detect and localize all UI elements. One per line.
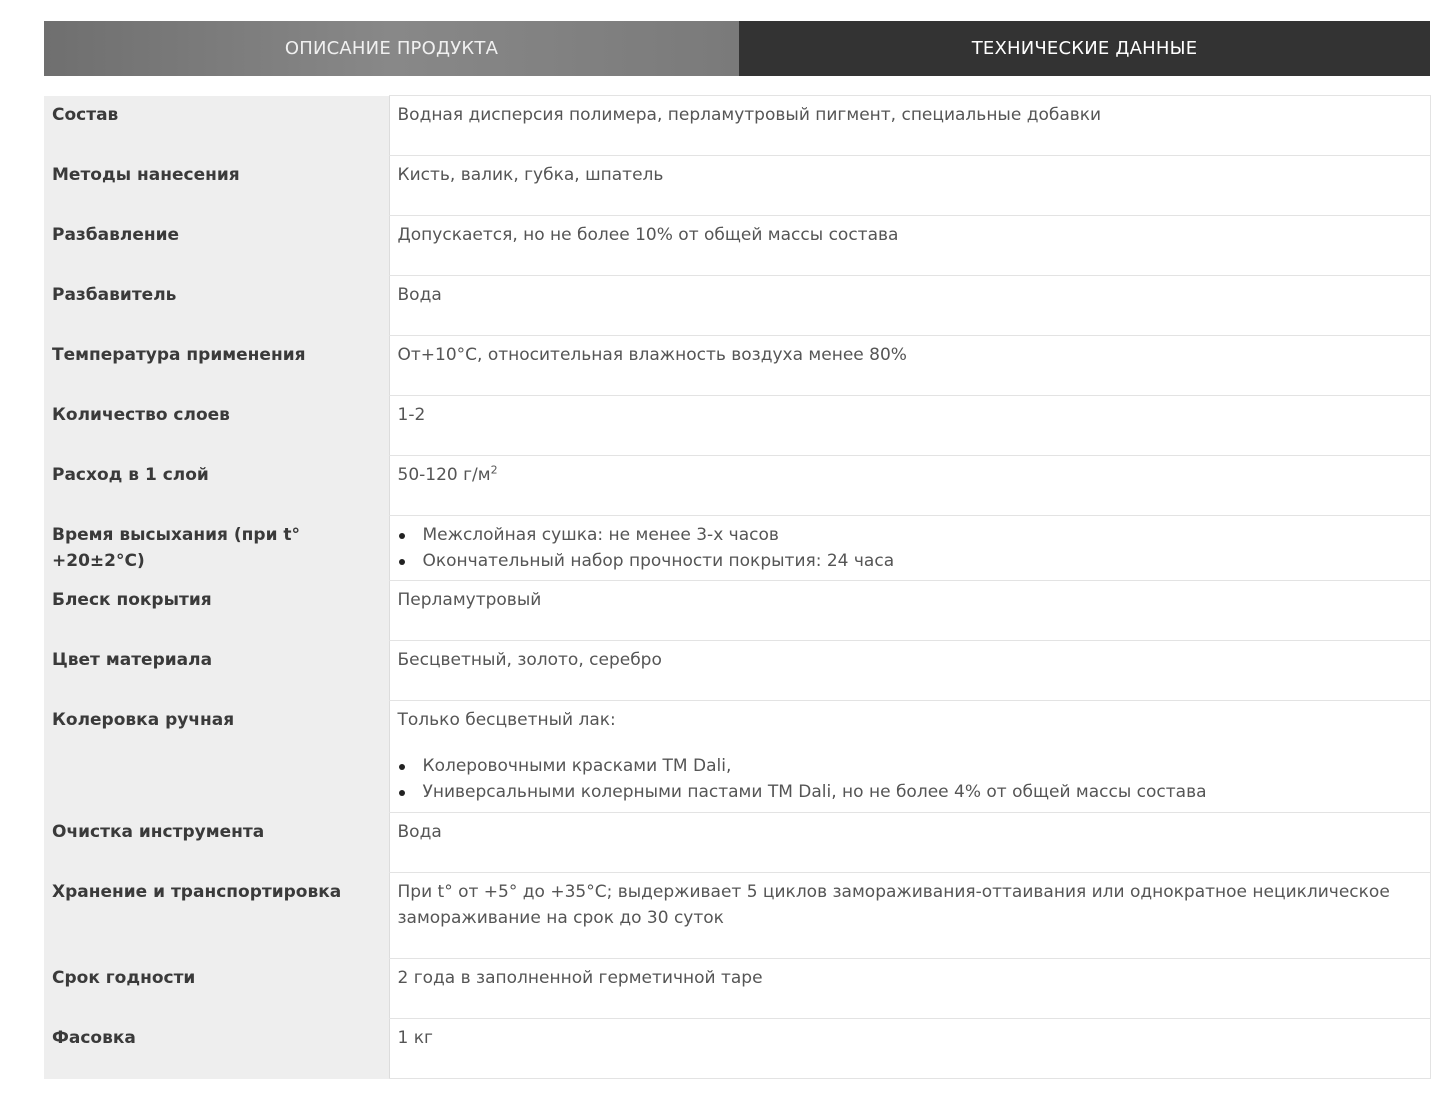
table-row (44, 516, 1430, 581)
list-item: Универсальными колерными пастами ТМ Dali, но не более 4% от общей массы состава (423, 779, 1422, 805)
drying-list (398, 522, 1422, 574)
row-label-diluent: Разбавитель (44, 276, 389, 336)
table-row (44, 641, 1430, 701)
row-label-packaging: Фасовка (44, 1019, 389, 1079)
row-label-layers: Количество слоев (44, 396, 389, 456)
list-item: Межслойная сушка: не менее 3-х часов (423, 522, 1422, 548)
row-value-packaging: 1 кг (389, 1019, 1430, 1079)
row-value-composition: Водная дисперсия полимера, перламутровый пигмент, специальные добавки (389, 96, 1430, 156)
table-row (44, 396, 1430, 456)
table-row (44, 156, 1430, 216)
product-tabs-container (44, 21, 1430, 1079)
row-value-storage: При t° от +5° до +35°С; выдерживает 5 циклов замораживания-оттаивания или однократное нециклическое замораживание на срок до 30 суток (389, 873, 1430, 959)
row-label-tinting: Колеровка ручная (44, 701, 389, 813)
table-row (44, 276, 1430, 336)
technical-data-table (44, 95, 1431, 1079)
row-label-storage: Хранение и транспортировка (44, 873, 389, 959)
row-value-tinting (389, 701, 1430, 813)
row-label-gloss: Блеск покрытия (44, 581, 389, 641)
table-row (44, 873, 1430, 959)
row-value-shelf-life: 2 года в заполненной герметичной таре (389, 959, 1430, 1019)
consumption-superscript: 2 (490, 463, 498, 477)
row-label-color: Цвет материала (44, 641, 389, 701)
row-label-consumption: Расход в 1 слой (44, 456, 389, 516)
row-value-layers: 1-2 (389, 396, 1430, 456)
row-value-methods: Кисть, валик, губка, шпатель (389, 156, 1430, 216)
row-label-temperature: Температура применения (44, 336, 389, 396)
row-label-composition: Состав (44, 96, 389, 156)
row-label-cleaning: Очистка инструмента (44, 813, 389, 873)
table-row (44, 216, 1430, 276)
table-row (44, 336, 1430, 396)
row-value-color: Бесцветный, золото, серебро (389, 641, 1430, 701)
row-value-consumption (389, 456, 1430, 516)
row-value-dilution: Допускается, но не более 10% от общей массы состава (389, 216, 1430, 276)
tab-bar (44, 21, 1430, 76)
tab-technical-data[interactable]: ТЕХНИЧЕСКИЕ ДАННЫЕ (739, 21, 1430, 76)
tinting-list (398, 753, 1422, 805)
tinting-intro: Только бесцветный лак: (397, 710, 616, 730)
tab-product-description[interactable]: ОПИСАНИЕ ПРОДУКТА (44, 21, 739, 76)
list-item: Окончательный набор прочности покрытия: 24 часа (423, 548, 1422, 574)
table-row (44, 959, 1430, 1019)
table-row (44, 701, 1430, 813)
row-label-drying: Время высыхания (при t° +20±2°С) (44, 516, 389, 581)
row-value-temperature: От+10°С, относительная влажность воздуха менее 80% (389, 336, 1430, 396)
table-row (44, 96, 1430, 156)
row-value-diluent: Вода (389, 276, 1430, 336)
row-value-gloss: Перламутровый (389, 581, 1430, 641)
row-label-dilution: Разбавление (44, 216, 389, 276)
table-row (44, 1019, 1430, 1079)
table-row (44, 581, 1430, 641)
consumption-value: 50-120 г/м (397, 465, 491, 485)
row-value-cleaning: Вода (389, 813, 1430, 873)
list-item: Колеровочными красками ТМ Dali, (423, 753, 1422, 779)
row-label-shelf-life: Срок годности (44, 959, 389, 1019)
table-row (44, 456, 1430, 516)
table-row (44, 813, 1430, 873)
row-label-methods: Методы нанесения (44, 156, 389, 216)
row-value-drying (389, 516, 1430, 581)
